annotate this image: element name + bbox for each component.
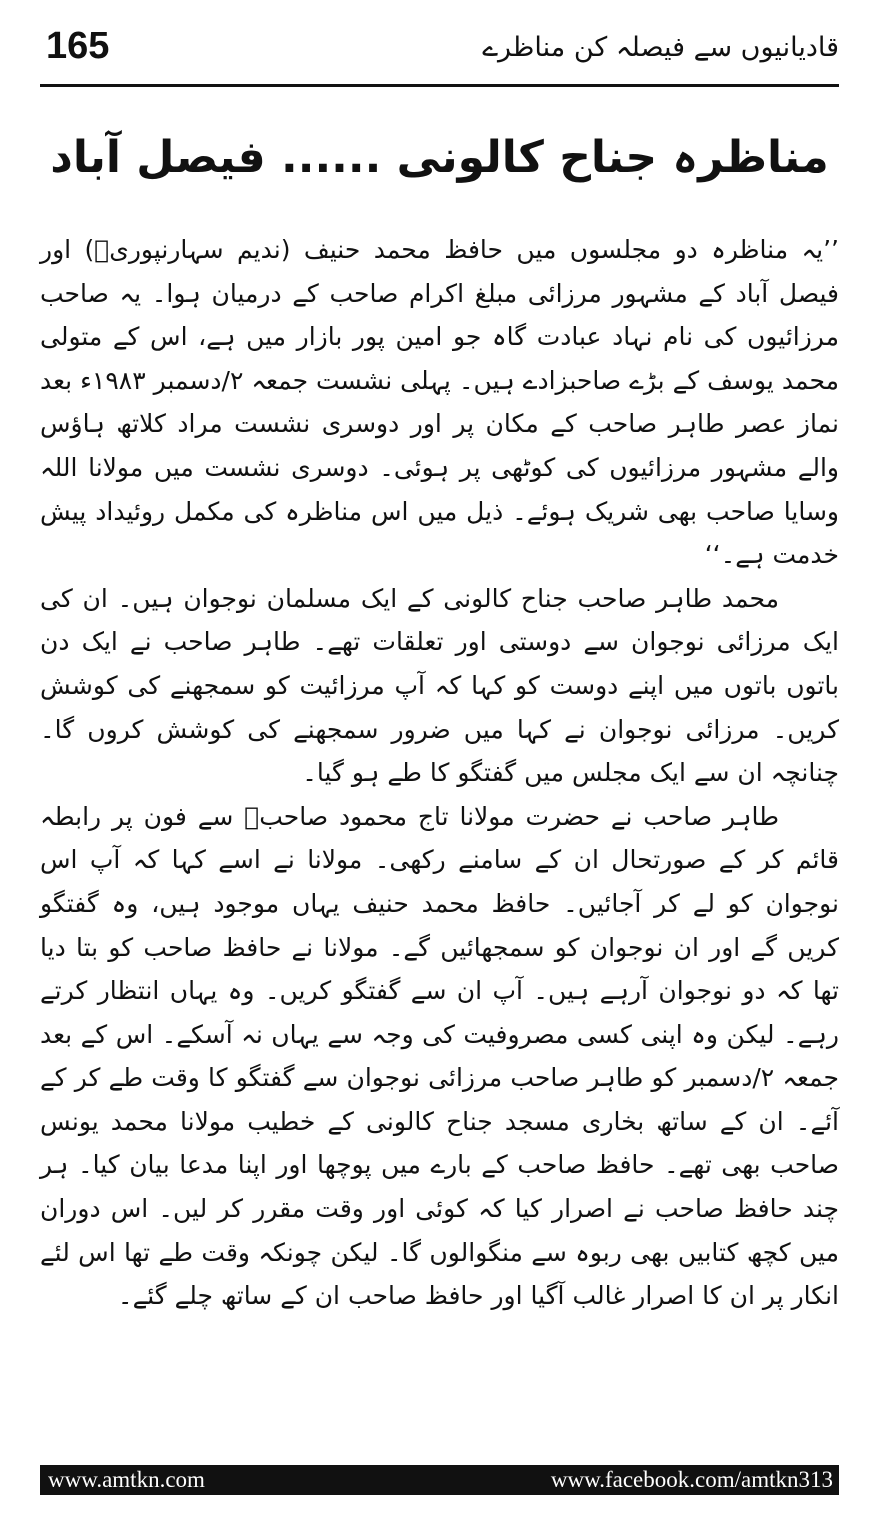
paragraph-background: محمد طاہر صاحب جناح کالونی کے ایک مسلمان نوجوان ہیں۔ ان کی ایک مرزائی نوجوان سے دوستی اور تعلقات تھے۔ طاہر صاحب نے ایک دن باتوں باتوں میں اپنے دوست کو کہا کہ آپ مرزائیت کو سمجھنے کی کوشش کریں۔ مرزائی نوجوان نے کہا میں ضرور سمجھنے کی کوشش کروں گا۔ چنانچہ ان سے ایک مجلس میں گفتگو کا طے ہو گیا۔ xyxy=(40,583,839,788)
footer-website-link[interactable]: www.amtkn.com xyxy=(48,1467,205,1492)
paragraph-intro-quote: ’’یہ مناظرہ دو مجلسوں میں حافظ محمد حنیف (ندیم سہارنپوریؒ) اور فیصل آباد کے مشہور مرزائی مبلغ اکرام صاحب کے درمیان ہوا۔ یہ صاحب مرزائیوں کی نام نہاد عبادت گاہ جو امین پور بازار میں ہے، اس کے متولی محمد یوسف کے بڑے صاحبزادے ہیں۔ پہلی نشست جمعہ ۲/دسمبر ۱۹۸۳ء بعد نماز عصر طاہر صاحب کے مکان پر اور دوسری نشست مراد کلاتھ ہاؤس والے مشہور مرزائیوں کی کوٹھی پر ہوئی۔ دوسری نشست میں مولانا اللہ وسایا صاحب بھی شریک ہوئے۔ ذیل میں اس مناظرہ کی مکمل روئیداد پیش خدمت ہے۔‘‘ xyxy=(40,235,839,570)
running-header-title: قادیانیوں سے فیصلہ کن مناظرے xyxy=(482,32,839,63)
header-rule xyxy=(40,84,839,87)
body-text xyxy=(40,228,839,1318)
chapter-title: مناظرہ جناح کالونی ...... فیصل آباد xyxy=(50,132,829,183)
paragraph-arrangement: طاہر صاحب نے حضرت مولانا تاج محمود صاحبؒ سے فون پر رابطہ قائم کر کے صورتحال ان کے سامنے رکھی۔ مولانا نے اسے کہا کہ آپ اس نوجوان کو لے کر آجائیں۔ حافظ محمد حنیف یہاں موجود ہیں، وہ گفتگو کریں گے اور ان نوجوان کو سمجھائیں گے۔ مولانا نے حافظ صاحب کو بتا دیا تھا کہ دو نوجوان آرہے ہیں۔ آپ ان سے گفتگو کریں۔ وہ یہاں انتظار کرتے رہے۔ لیکن وہ اپنی کسی مصروفیت کی وجہ سے یہاں نہ آسکے۔ اس کے بعد جمعہ ۲/دسمبر کو طاہر صاحب مرزائی نوجوان سے گفتگو کا وقت طے کر کے آئے۔ ان کے ساتھ بخاری مسجد جناح کالونی کے خطیب مولانا محمد یونس صاحب بھی تھے۔ حافظ صاحب کے بارے میں پوچھا اور اپنا مدعا بیان کیا۔ ہر چند حافظ صاحب نے اصرار کیا کہ کوئی اور وقت مقرر کر لیں۔ اس دوران میں کچھ کتابیں بھی ربوہ سے منگوالوں گا۔ لیکن چونکہ وقت طے تھا اس لئے انکار پر ان کا اصرار غالب آگیا اور حافظ صاحب ان کے ساتھ چلے گئے۔ xyxy=(40,801,839,1311)
footer-bar xyxy=(40,1465,839,1495)
page-number: 165 xyxy=(46,25,110,67)
footer-facebook-link[interactable]: www.facebook.com/amtkn313 xyxy=(550,1467,833,1492)
